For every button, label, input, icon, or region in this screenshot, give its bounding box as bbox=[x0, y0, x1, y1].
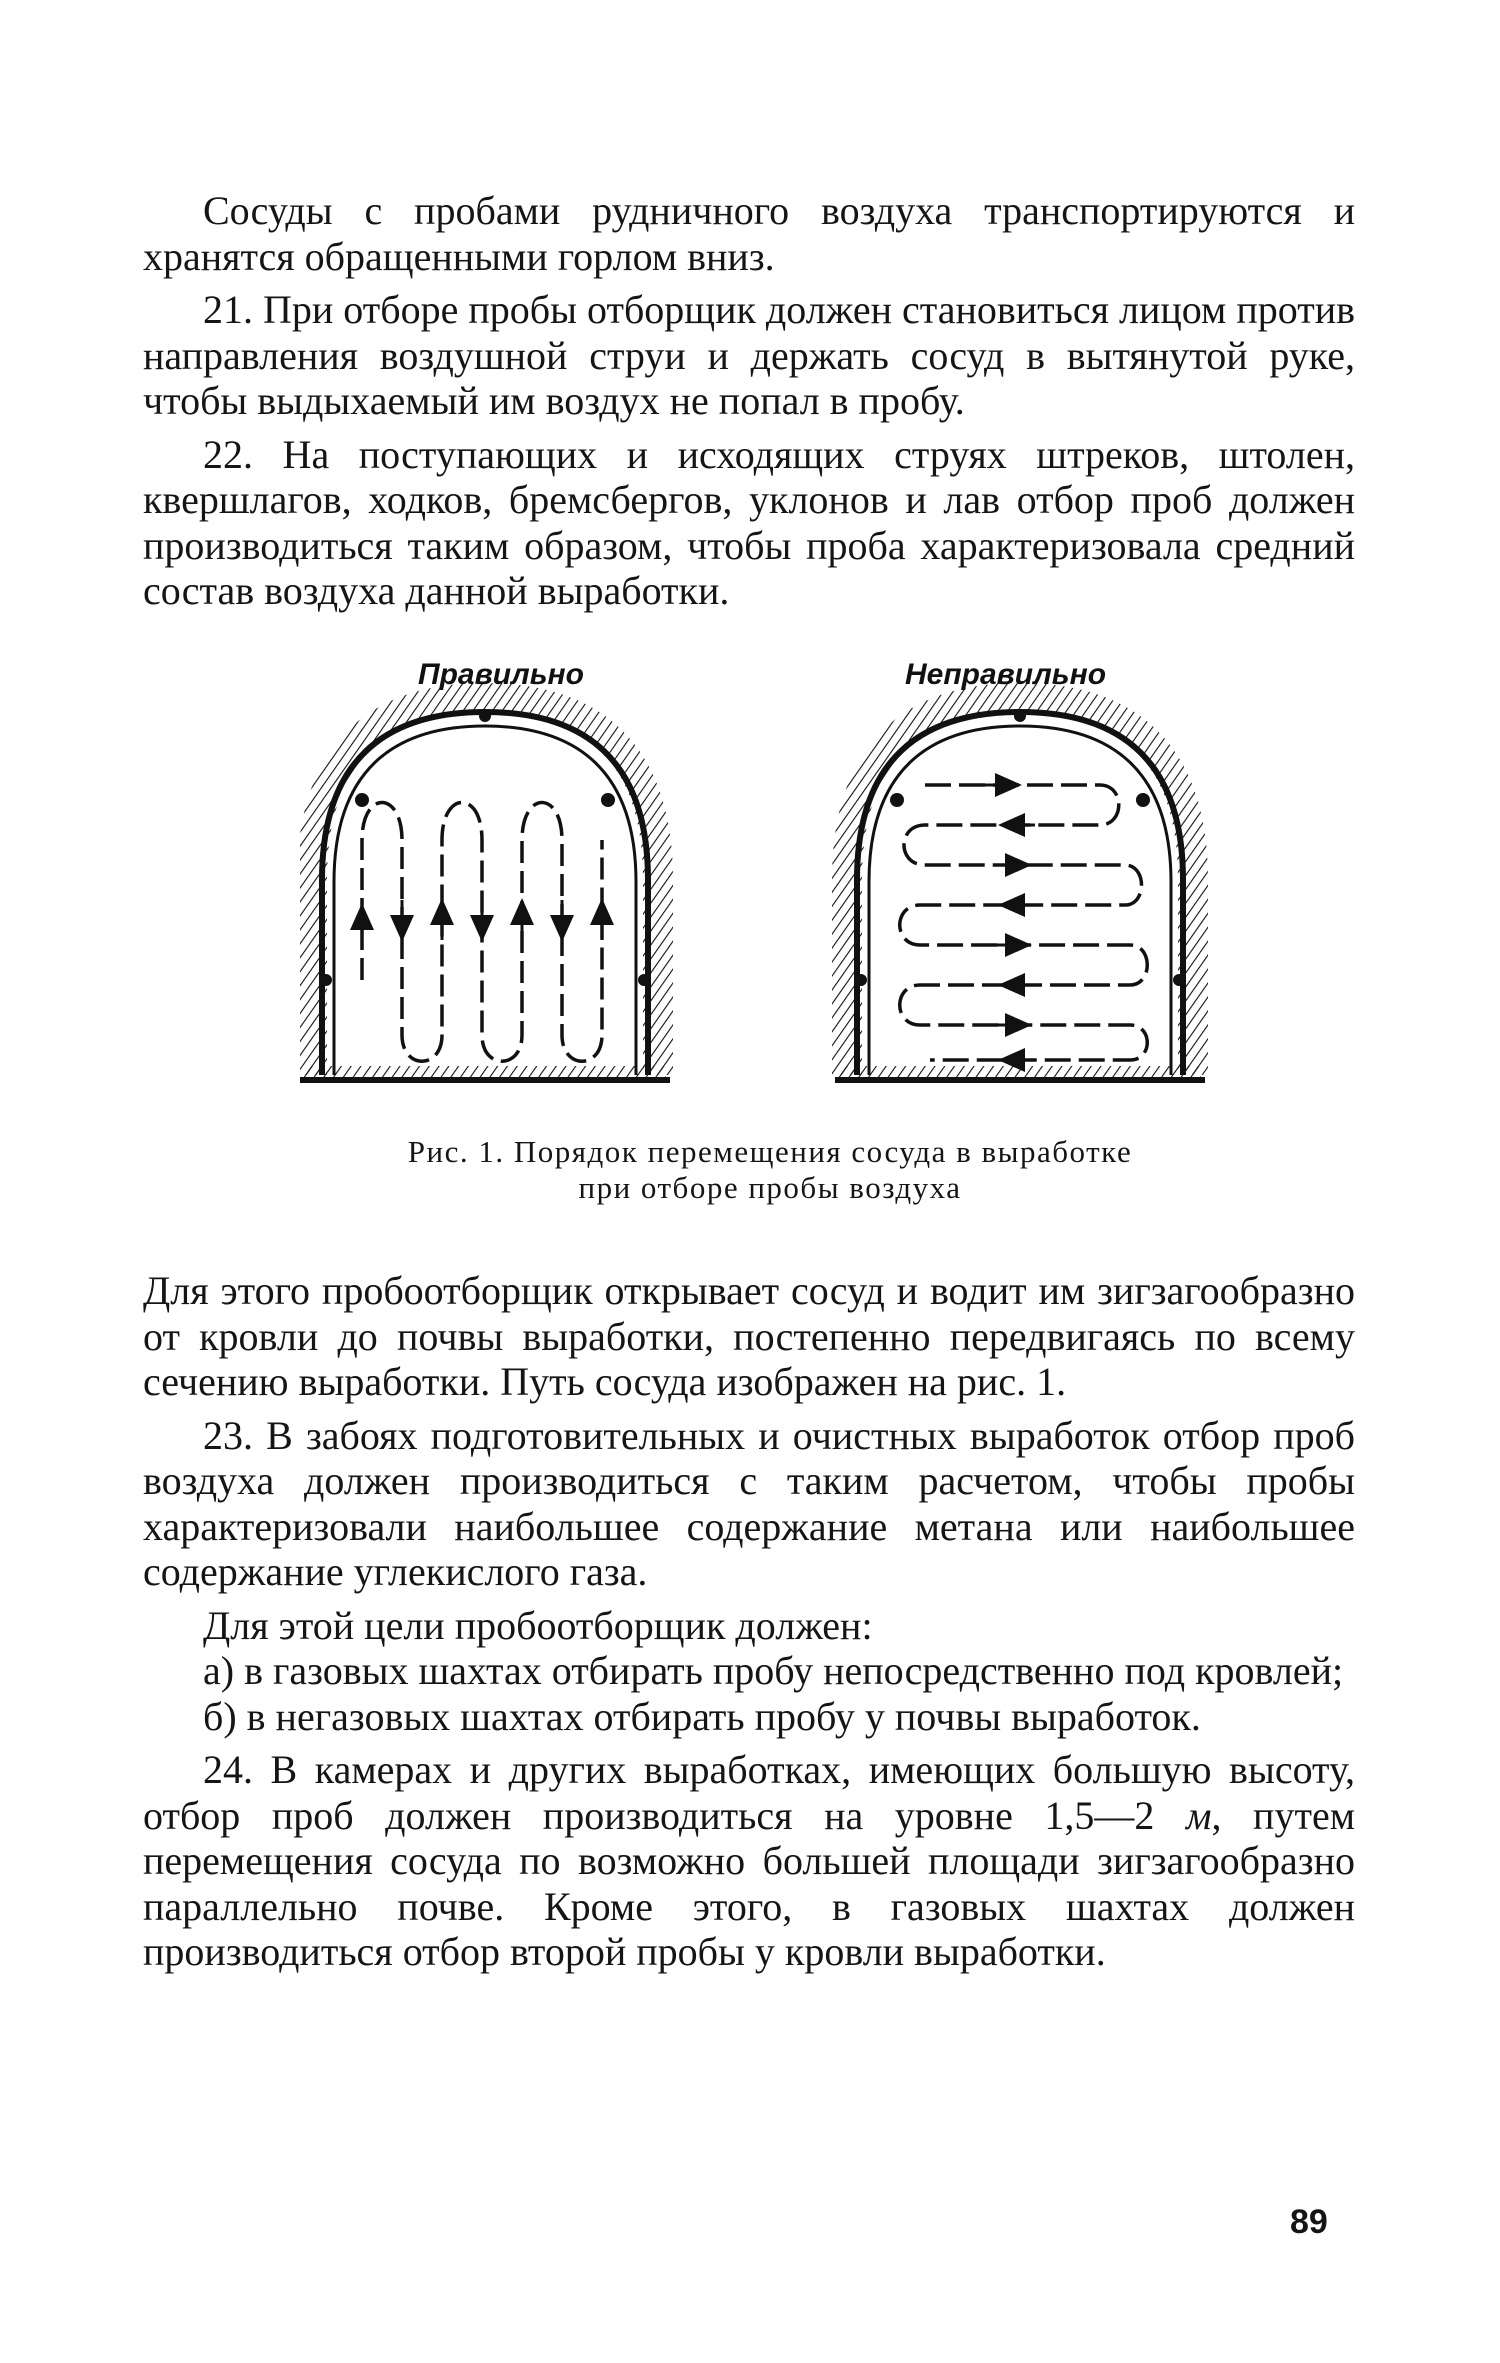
caption-line-2: при отборе пробы воздуха bbox=[578, 1170, 962, 1205]
caption-line-1: Рис. 1. Порядок перемещения сосуда в выработке bbox=[407, 1134, 1133, 1169]
figure-1 bbox=[300, 650, 1220, 1110]
paragraph-24-end: , путем перемещения сосуда по возможно большей площади зигзагообразно параллельно почве. Кроме этого, в газовых шахтах должен производиться отбор второй пробы у кровли выработки. bbox=[143, 1792, 1356, 1974]
page-number: 89 bbox=[1290, 2203, 1328, 2241]
paragraph-23: 23. В забоях подготовительных и очистных выработок отбор проб воздуха должен производиться с таким расчетом, чтобы пробы характеризовали наибольшее содержание метана или наибольшее содержание углекислого газа. bbox=[143, 1412, 1355, 1594]
tunnel-correct-drawing bbox=[300, 698, 670, 1080]
paragraph-24 bbox=[143, 1747, 1355, 1975]
label-incorrect: Неправильно bbox=[905, 658, 1107, 691]
paragraph-item-a: а) в газовых шахтах отбирать пробу непосредственно под кровлей; bbox=[203, 1648, 1344, 1693]
tunnel-incorrect-drawing bbox=[835, 698, 1205, 1080]
label-correct: Правильно bbox=[418, 658, 584, 691]
figure-drawings bbox=[300, 650, 1220, 1110]
paragraph-purpose: Для этой цели пробоотборщик должен: bbox=[203, 1602, 873, 1648]
paragraph-21: 21. При отборе пробы отборщик должен становиться лицом против направления воздушной струи и держать сосуд в вытянутой руке, чтобы выдыхаемый им воздух не попал в пробу. bbox=[143, 287, 1356, 423]
paragraph-24-unit: м bbox=[1185, 1792, 1212, 1838]
top-text-block bbox=[143, 188, 1355, 614]
paragraph-24-start: 24. В камерах и других выработках, имеющих большую высоту, отбор проб должен производиться на уровне 1,5—2 bbox=[143, 1747, 1355, 1838]
paragraph-item-b: б) в негазовых шахтах отбирать пробу у почвы выработок. bbox=[203, 1693, 1201, 1739]
paragraph-path-description: Для этого пробоотборщик открывает сосуд и водит им зигзагообразно от кровли до почвы выработки, постепенно передвигаясь по всему сечению выработки. Путь сосуда изображен на рис. 1. bbox=[143, 1268, 1355, 1404]
bottom-text-block bbox=[143, 1268, 1355, 1975]
figure-caption bbox=[290, 1134, 1250, 1206]
paragraph-22: 22. На поступающих и исходящих струях штреков, штолен, квершлагов, ходков, бремсбергов, уклонов и лав отбор проб должен производиться таким образом, чтобы проба характеризовала средний состав воздуха данной выработки. bbox=[143, 431, 1355, 613]
paragraph-vessels: Сосуды с пробами рудничного воздуха транспортируются и хранятся обращенными горлом вниз. bbox=[143, 188, 1355, 279]
